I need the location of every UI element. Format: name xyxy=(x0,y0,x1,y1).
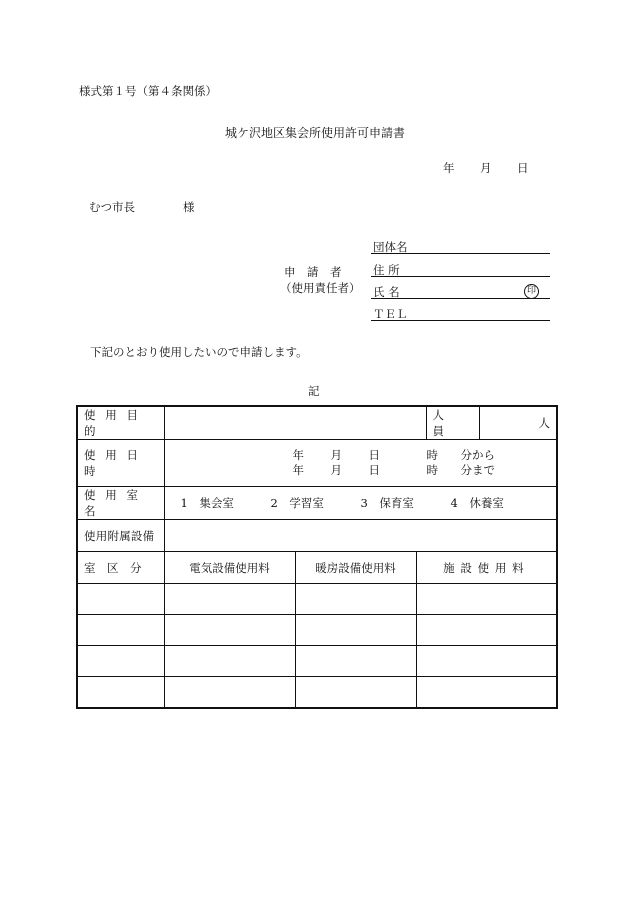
fee-header-row xyxy=(77,552,557,584)
group-name-label: 団体名 xyxy=(373,240,408,254)
room-option-1[interactable]: 1 集会室 xyxy=(180,496,234,510)
from-hour: 時 xyxy=(426,448,438,462)
from-day: 日 xyxy=(368,448,380,462)
people-label: 人員 xyxy=(426,406,479,440)
fee-cell[interactable] xyxy=(295,584,416,615)
name-label: 氏 名 xyxy=(373,285,400,299)
from-year: 年 xyxy=(292,448,304,462)
fee-cell[interactable] xyxy=(164,646,295,677)
room-option-3[interactable]: 3 保育室 xyxy=(360,496,414,510)
group-name-field[interactable] xyxy=(371,253,550,254)
intro-text: 下記のとおり使用したいので申請します。 xyxy=(90,345,308,359)
fee-cell[interactable] xyxy=(416,677,557,709)
to-minute: 分まで xyxy=(460,463,495,477)
room-option-4[interactable]: 4 休養室 xyxy=(450,496,504,510)
to-day: 日 xyxy=(368,463,380,477)
purpose-row xyxy=(77,406,557,440)
seal-mark: 印 xyxy=(524,284,539,299)
facility-fee-header: 施設使用料 xyxy=(416,552,557,584)
to-hour: 時 xyxy=(426,463,438,477)
fee-cell[interactable] xyxy=(416,646,557,677)
datetime-to xyxy=(293,463,551,478)
fee-row xyxy=(77,677,557,709)
fee-cell[interactable] xyxy=(416,584,557,615)
ki-heading: 記 xyxy=(308,384,320,398)
equipment-field[interactable] xyxy=(164,520,557,552)
addressee-name: むつ市長 xyxy=(89,200,135,214)
datetime-row xyxy=(77,440,557,487)
datetime-from xyxy=(293,448,551,463)
room-row xyxy=(77,487,557,520)
to-year: 年 xyxy=(292,463,304,477)
fee-cell[interactable] xyxy=(295,615,416,646)
from-minute: 分から xyxy=(460,448,495,462)
datetime-field[interactable] xyxy=(164,440,557,487)
purpose-label: 使用目的 xyxy=(77,406,164,440)
fee-cell[interactable] xyxy=(77,615,164,646)
datetime-label: 使用日時 xyxy=(77,440,164,487)
to-month: 月 xyxy=(330,463,342,477)
equipment-row xyxy=(77,520,557,552)
application-table xyxy=(76,405,558,709)
fee-cell[interactable] xyxy=(416,615,557,646)
fee-cell[interactable] xyxy=(164,584,295,615)
fee-cell[interactable] xyxy=(164,677,295,709)
fee-row xyxy=(77,584,557,615)
equipment-label: 使用附属設備 xyxy=(77,520,164,552)
tel-label: ＴＥＬ xyxy=(373,307,408,321)
people-field[interactable] xyxy=(479,406,557,440)
fee-cell[interactable] xyxy=(77,677,164,709)
addressee-honorific: 様 xyxy=(183,200,195,214)
applicant-label: 申 請 者 xyxy=(284,265,342,279)
division-header: 室 区 分 xyxy=(77,552,164,584)
room-label: 使用室名 xyxy=(77,487,164,520)
room-options xyxy=(164,487,557,520)
fee-cell[interactable] xyxy=(295,646,416,677)
date-day[interactable]: 日 xyxy=(517,161,529,175)
date-year[interactable]: 年 xyxy=(443,161,455,175)
fee-row xyxy=(77,615,557,646)
name-field[interactable] xyxy=(371,298,550,299)
fee-cell[interactable] xyxy=(77,584,164,615)
date-month[interactable]: 月 xyxy=(480,161,492,175)
fee-row xyxy=(77,646,557,677)
fee-cell[interactable] xyxy=(164,615,295,646)
electric-fee-header: 電気設備使用料 xyxy=(164,552,295,584)
address-label: 住 所 xyxy=(373,263,400,277)
purpose-field[interactable] xyxy=(164,406,426,440)
document-title: 城ケ沢地区集会所使用許可申請書 xyxy=(225,126,406,140)
people-unit: 人 xyxy=(538,416,551,430)
from-month: 月 xyxy=(330,448,342,462)
tel-field[interactable] xyxy=(371,320,550,321)
applicant-sub-label: （使用責任者） xyxy=(280,281,361,295)
fee-cell[interactable] xyxy=(77,646,164,677)
form-number: 様式第１号（第４条関係） xyxy=(79,84,217,98)
fee-cell[interactable] xyxy=(295,677,416,709)
room-option-2[interactable]: 2 学習室 xyxy=(270,496,324,510)
heating-fee-header: 暖房設備使用料 xyxy=(295,552,416,584)
address-field[interactable] xyxy=(371,276,550,277)
